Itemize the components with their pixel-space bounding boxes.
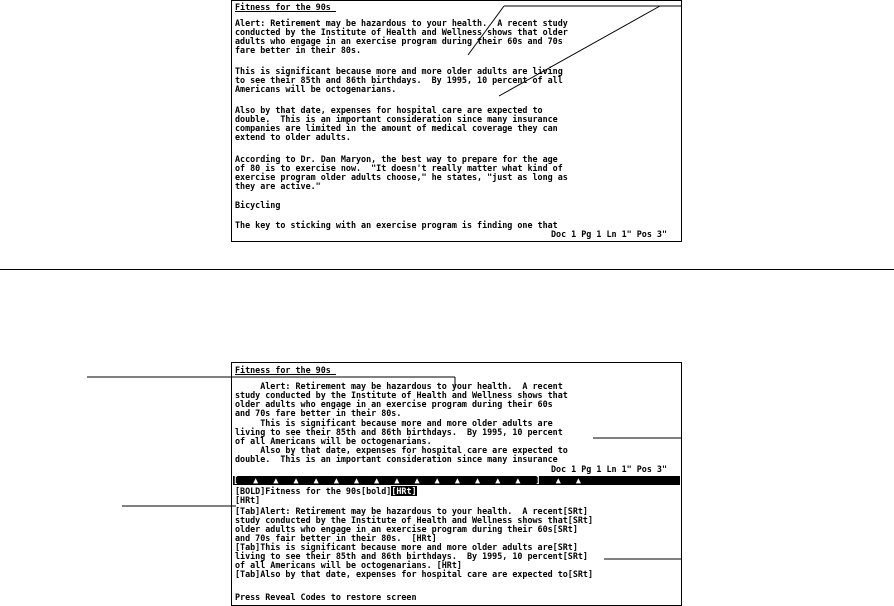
codes-line: [Tab]Also by that date, expenses for hospital care are expected to[SRt] bbox=[235, 569, 593, 579]
text-line: of 80 is to exercise now. "It doesn't really matter what kind of bbox=[235, 163, 563, 173]
tab-ruler-bar: [ ▲ ▲ ▲ ▲ ▲ ▲ ▲ ▲ ▲ ▲ ▲ ▲ ▲ ▲ ] ▲ ▲ bbox=[233, 476, 680, 485]
codes-line: [HRt] bbox=[235, 495, 261, 505]
text-line: to see their 85th and 86th birthdays. By 1995, 10 percent of all bbox=[235, 75, 563, 85]
text-line: adults who engage in an exercise program during their 60s and 70s bbox=[235, 36, 563, 46]
document-title-line: Fitness for the 90s_ bbox=[235, 2, 336, 12]
section-heading: Bicycling bbox=[235, 200, 281, 210]
text-line: older adults who engage in an exercise program during their 60s bbox=[235, 399, 553, 409]
text-line: exercise program older adults choose," he states, "just as long as bbox=[235, 172, 568, 182]
codes-line: study conducted by the Institute of Health and Wellness shows that[SRt] bbox=[235, 515, 593, 525]
text-line: Also by that date, expenses for hospital care are expected to bbox=[235, 105, 543, 115]
text-line: living to see their 85th and 86th birthdays. By 1995, 10 percent bbox=[235, 427, 563, 437]
text-line: This is significant because more and more older adults are bbox=[235, 418, 553, 428]
text-line: Alert: Retirement may be hazardous to your health. A recent bbox=[235, 381, 563, 391]
codes-cursor: [HRt] bbox=[391, 486, 417, 496]
text-line: Americans will be octogenarians. bbox=[235, 84, 397, 94]
text-line: and 70s fare better in their 80s. bbox=[235, 408, 402, 418]
text-line: companies are limited in the amount of medical coverage they can bbox=[235, 123, 558, 133]
text-line: they are active." bbox=[235, 181, 321, 191]
text-line: According to Dr. Dan Maryon, the best way to prepare for the age bbox=[235, 154, 558, 164]
status-line: Doc 1 Pg 1 Ln 1" Pos 3" bbox=[551, 464, 667, 474]
codes-title-text: [BOLD]Fitness for the 90s[bold] bbox=[235, 486, 392, 496]
document-title-line: Fitness for the 90s_ bbox=[235, 365, 336, 375]
text-line: double. This is an important consideration since many insurance bbox=[235, 454, 558, 464]
text-line: extend to older adults. bbox=[235, 132, 351, 142]
reveal-codes-prompt: Press Reveal Codes to restore screen bbox=[235, 592, 417, 602]
text-line: fare better in their 80s. bbox=[235, 45, 362, 55]
callout-line bbox=[468, 6, 504, 55]
text-line: double. This is an important consideration since many insurance bbox=[235, 114, 558, 124]
text-line: of all Americans will be octogenarians. bbox=[235, 436, 432, 446]
codes-line: and 70s fair better in their 80s. [HRt] bbox=[235, 533, 437, 543]
text-line: Alert: Retirement may be hazardous to your health. A recent study bbox=[235, 18, 568, 28]
codes-line: [Tab]Alert: Retirement may be hazardous to your health. A recent[SRt] bbox=[235, 506, 588, 516]
codes-line: [Tab]This is significant because more and more older adults are[SRt] bbox=[235, 542, 578, 552]
callout-line bbox=[499, 6, 660, 96]
codes-line: of all Americans will be octogenarians. [HRt] bbox=[235, 560, 462, 570]
text-line: This is significant because more and more older adults are living bbox=[235, 66, 563, 76]
text-line: The key to sticking with an exercise program is finding one that bbox=[235, 220, 558, 230]
codes-line: living to see their 85th and 86th birthdays. By 1995, 10 percent[SRt] bbox=[235, 551, 588, 561]
codes-line: older adults who engage in an exercise program during their 60s[SRt] bbox=[235, 524, 578, 534]
text-line: conducted by the Institute of Health and Wellness shows that older bbox=[235, 27, 568, 37]
text-line: Also by that date, expenses for hospital care are expected to bbox=[235, 445, 568, 455]
text-line: study conducted by the Institute of Health and Wellness shows that bbox=[235, 390, 568, 400]
status-line: Doc 1 Pg 1 Ln 1" Pos 3" bbox=[551, 229, 667, 239]
